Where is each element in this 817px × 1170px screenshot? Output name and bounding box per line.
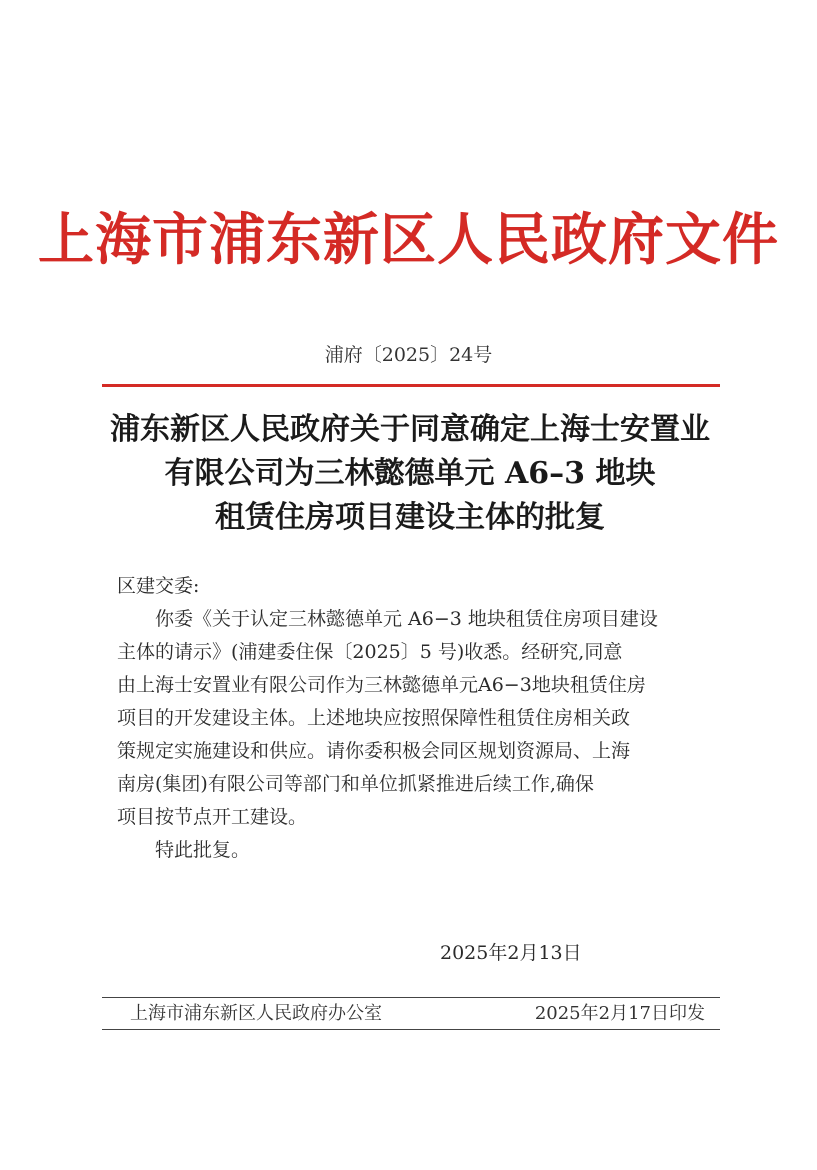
closing-line: 特此批复。 [155, 839, 251, 861]
paragraph-line: 主体的请示》(浦建委住保〔2025〕5 号)收悉。经研究,同意 [117, 641, 623, 663]
footer-issuer: 上海市浦东新区人民政府办公室 [130, 1003, 382, 1024]
document-title [80, 408, 740, 540]
document-body [117, 570, 722, 867]
document-header-title: 上海市浦东新区人民政府文件 [38, 207, 779, 273]
paragraph-line: 项目按节点开工建设。 [117, 806, 308, 828]
paragraph-line: 策规定实施建设和供应。请你委积极会同区规划资源局、上海 [117, 740, 631, 762]
footer-bottom-rule [102, 1029, 720, 1030]
footer-top-rule [102, 997, 720, 998]
title-line: 有限公司为三林懿德单元 A6–3 地块 [164, 456, 656, 491]
document-number: 浦府〔2025〕24号 [324, 344, 493, 366]
footer-print-date: 2025年2月17日印发 [534, 1003, 705, 1024]
paragraph-line: 南房(集团)有限公司等部门和单位抓紧推进后续工作,确保 [117, 773, 594, 795]
red-divider-line [102, 384, 720, 387]
addressee: 区建交委: [117, 575, 200, 597]
title-line: 浦东新区人民政府关于同意确定上海士安置业 [110, 412, 710, 447]
paragraph-line: 你委《关于认定三林懿德单元 A6−3 地块租赁住房项目建设 [155, 608, 658, 630]
paragraph-line: 由上海士安置业有限公司作为三林懿德单元A6−3地块租赁住房 [117, 674, 646, 696]
title-line: 租赁住房项目建设主体的批复 [215, 500, 605, 535]
signature-date: 2025年2月13日 [440, 942, 582, 964]
paragraph-line: 项目的开发建设主体。上述地块应按照保障性租赁住房相关政 [117, 707, 631, 729]
